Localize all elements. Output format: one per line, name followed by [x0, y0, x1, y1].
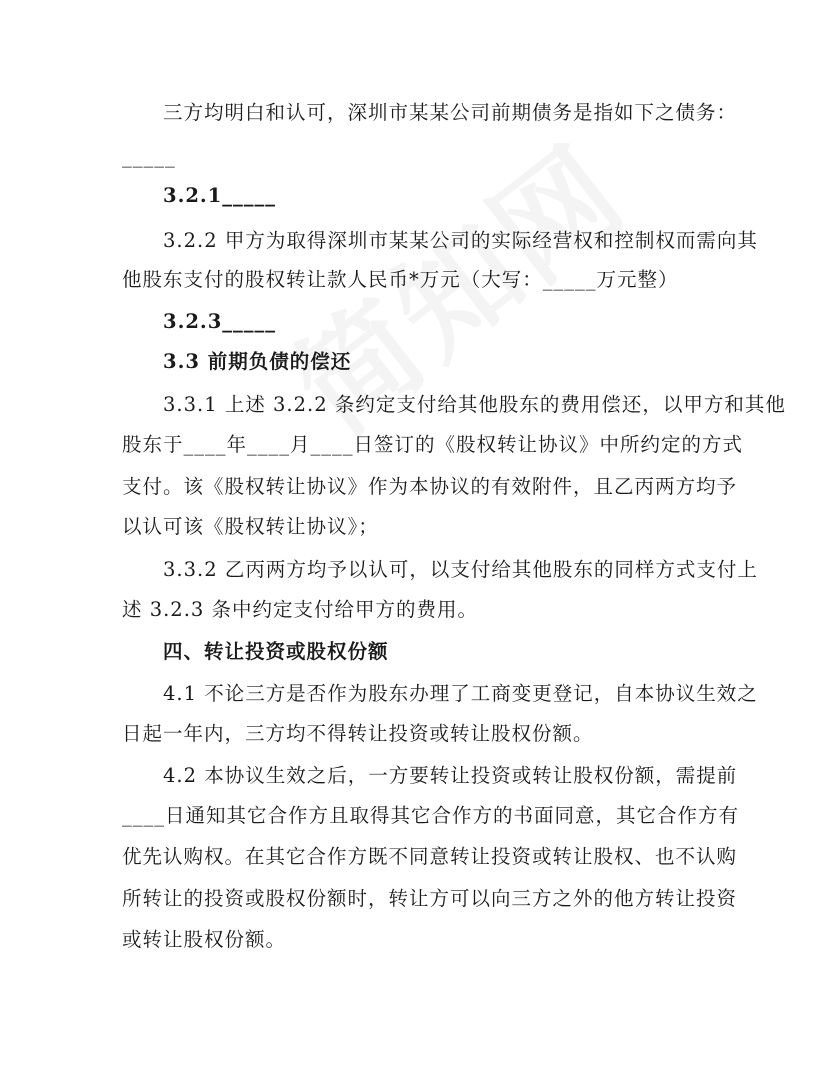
text-line: 以认可该《股权转让协议》； — [122, 515, 379, 538]
text-line: 三方均明白和认可，深圳市某某公司前期债务是指如下之债务： — [163, 101, 738, 124]
text-line: 股东于____年____月____日签订的《股权转让协议》中所约定的方式 — [122, 433, 744, 456]
text-line: 日起一年内，三方均不得转让投资或转让股权份额。 — [122, 722, 594, 745]
text-line: 支付。该《股权转让协议》作为本协议的有效附件，且乙丙两方均予 — [122, 475, 738, 498]
text-line: 3.3.2 乙丙两方均予以认可，以支付给其他股东的同样方式支付上 — [163, 558, 758, 581]
text-line: 3.2.2 甲方为取得深圳市某某公司的实际经营权和控制权而需向其 — [163, 229, 758, 252]
clause-heading: 3.2.1_____ — [163, 184, 277, 207]
text-line: 3.3.1 上述 3.2.2 条约定支付给其他股东的费用偿还，以甲方和其他 — [163, 393, 786, 416]
text-line: 所转让的投资或股权份额时，转让方可以向三方之外的他方转让投资 — [122, 887, 738, 910]
text-line: 4.1 不论三方是否作为股东办理了工商变更登记，自本协议生效之 — [163, 682, 758, 705]
text-line: 或转让股权份额。 — [122, 928, 287, 951]
text-line: ____日通知其它合作方且取得其它合作方的书面同意，其它合作方有 — [122, 804, 740, 827]
text-line: 4.2 本协议生效之后，一方要转让投资或转让股权份额，需提前 — [163, 764, 738, 787]
text-line: 他股东支付的股权转让款人民币*万元（大写：_____万元整） — [122, 268, 679, 291]
section-heading: 四、转让投资或股权份额 — [163, 640, 389, 663]
text-line: 述 3.2.3 条中约定支付给甲方的费用。 — [122, 598, 479, 621]
text-line: 优先认购权。在其它合作方既不同意转让投资或转让股权、也不认购 — [122, 845, 738, 868]
text-line: _____ — [122, 145, 176, 168]
clause-heading: 3.2.3_____ — [163, 310, 277, 333]
section-heading: 3.3 前期负债的偿还 — [163, 350, 352, 373]
